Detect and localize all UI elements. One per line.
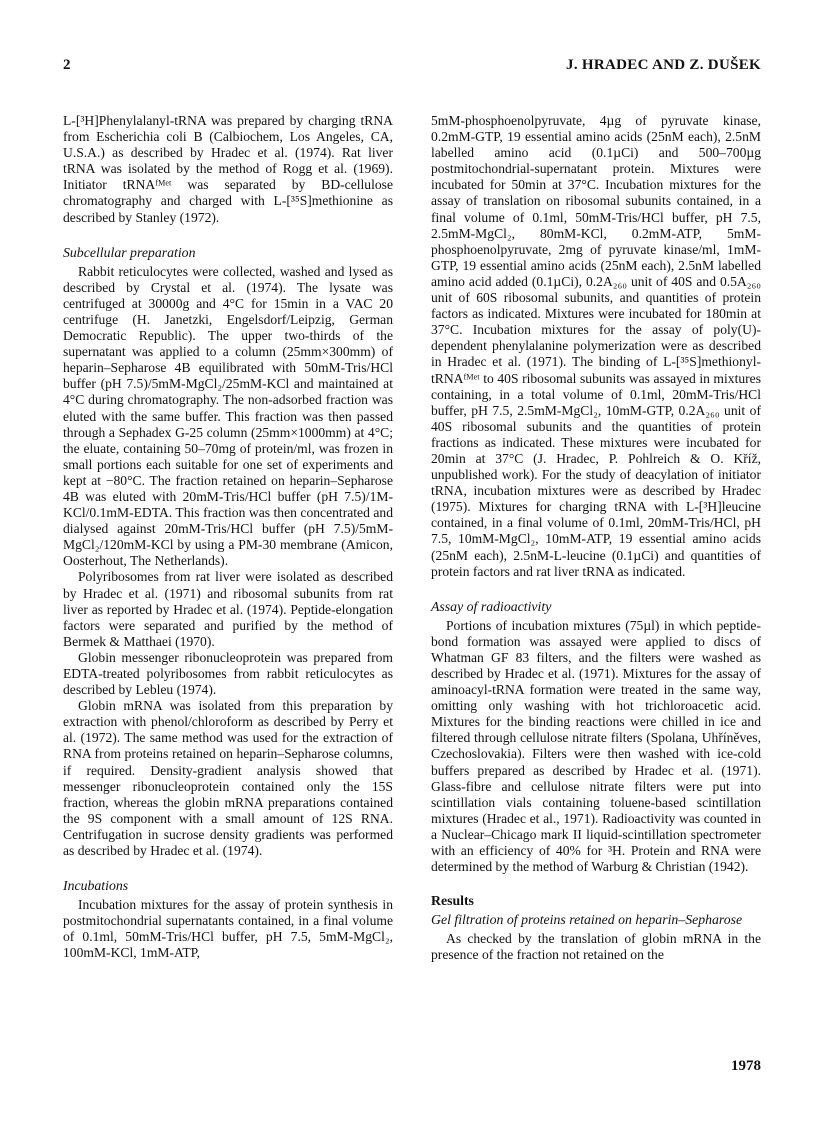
paragraph-continued: 5mM-phosphoenolpyruvate, 4µg of pyruvate kinase, 0.2mM-GTP, 19 essential amino acids (25nM each), 2.5nM labelled amino acid (0.1µCi) and 500–700µg postmitochondrial-supernatant protein. Mixtures were incubated for 50min at 37°C. Incubation mixtures for the assay of translation on ribosomal subunits contained, in a final volume of 0.1ml, 50mM-Tris/HCl buffer, pH 7.5, 2.5mM-MgCl₂, 80mM-KCl, 0.2mM-ATP, 5mM-phosphoenolpyruvate, 2mg of pyruvate kinase/ml, 1mM-GTP, 19 essential amino acids (25nM each), 2.5nM labelled amino acid added (0.1µCi), 0.2A₂₆₀ unit of 40S and 0.5A₂₆₀ unit of 60S ribosomal subunits, and quantities of protein factors as indicated. Mixtures were incubated for 180min at 37°C. Incubation mixtures for the assay of poly(U)-dependent phenylalanine polymerization were as described in Hradec et al. (1971). The binding of L-[³⁵S]methionyl-tRNAᶠᴹᵉᵗ to 40S ribosomal subunits was assayed in mixtures containing, in a total volume of 0.1ml, 20mM-Tris/HCl buffer, pH 7.5, 2.5mM-MgCl₂, 10mM-GTP, 0.2A₂₆₀ unit of 40S ribosomal subunits and the quantities of protein fractions as indicated. These mixtures were incubated for 20min at 37°C (J. Hradec, P. Pohlreich & O. Kříž, unpublished work). For the study of deacylation of initiator tRNA, incubation mixtures were as described by Hradec (1975). Mixtures for charging tRNA with L-[³H]leucine contained, in a final volume of 0.1ml, 20mM-Tris/HCl, pH 7.5, 10mM-MgCl₂, 10mM-ATP, 19 essential amino acids (25nM each), 2.5nM-L-leucine (0.1µCi) and quantities of protein factors and rat liver tRNA as indicated. bbox=[431, 113, 761, 579]
heading-subcellular-preparation: Subcellular preparation bbox=[63, 244, 196, 260]
heading-gel-filtration: Gel filtration of proteins retained on heparin–Sepharose bbox=[431, 912, 743, 928]
paragraph: Polyribosomes from rat liver were isolated as described by Hradec et al. (1971) and ribosomal subunits from rat liver as reported by Hradec et al. (1974). Peptide-elongation factors were separated and purified by the method of Bermek & Matthaei (1970). bbox=[63, 569, 393, 649]
footer-year: 1978 bbox=[731, 1058, 761, 1074]
right-column bbox=[431, 113, 761, 963]
paragraph: Globin mRNA was isolated from this preparation by extraction with phenol/chloroform as described by Perry et al. (1972). The same method was used for the extraction of RNA from proteins retained on heparin–Sepharose columns, if required. Density-gradient analysis showed that messenger ribonucleoprotein contained only the 15S fraction, whereas the globin mRNA preparations contained the 9S component with a small amount of 12S RNA. Centrifugation in sucrose density gradients was performed as described by Hradec et al. (1974). bbox=[63, 698, 393, 859]
paragraph-intro: L-[³H]Phenylalanyl-tRNA was prepared by charging tRNA from Escherichia coli B (Calbiochem, Los Angeles, CA, U.S.A.) as described by Hradec et al. (1974). Rat liver tRNA was isolated by the method of Rogg et al. (1969). Initiator tRNAᶠᴹᵉᵗ was separated by BD-cellulose chromatography and charged with L-[³⁵S]methionine as described by Stanley (1972). bbox=[63, 113, 393, 225]
paragraph: As checked by the translation of globin mRNA in the presence of the fraction not retained on the bbox=[431, 931, 761, 963]
paragraph: Globin messenger ribonucleoprotein was prepared from EDTA-treated polyribosomes from rabbit reticulocytes as described by Lebleu (1974). bbox=[63, 649, 393, 698]
left-column bbox=[63, 113, 393, 962]
heading-assay-of-radioactivity: Assay of radioactivity bbox=[431, 598, 552, 614]
heading-incubations: Incubations bbox=[63, 878, 129, 894]
running-header-authors: J. HRADEC AND Z. DUŠEK bbox=[566, 57, 761, 73]
paragraph: Portions of incubation mixtures (75µl) in which peptide-bond formation was assayed were applied to discs of Whatman GF 83 filters, and the filters were washed as described by Hradec et al. (1971). Mixtures for the assay of aminoacyl-tRNA formation were treated in the same way, omitting only washing with hot trichloroacetic acid. Mixtures for the binding reactions were chilled in ice and filtered through cellulose nitrate filters (Spolana, Uhříněves, Czechoslovakia). Filters were then washed with ice-cold buffers prepared as described by Hradec et al. (1971). Glass-fibre and cellulose nitrate filters were put into scintillation vials containing toluene-based scintillation mixtures (Hradec et al., 1971). Radioactivity was counted in a Nuclear–Chicago mark II liquid-scintillation spectrometer with an efficiency of 40% for ³H. Protein and RNA were determined by the method of Warburg & Christian (1942). bbox=[431, 617, 761, 875]
heading-results: Results bbox=[431, 893, 474, 909]
paragraph: Incubation mixtures for the assay of protein synthesis in postmitochondrial supernatants contained, in a final volume of 0.1ml, 50mM-Tris/HCl buffer, pH 7.5, 5mM-MgCl₂, 100mM-KCl, 1mM-ATP, bbox=[63, 897, 393, 961]
page-number: 2 bbox=[63, 57, 71, 73]
paragraph: Rabbit reticulocytes were collected, washed and lysed as described by Crystal et al. (1974). The lysate was centrifuged at 30000g and 4°C for 15min in a VAC 20 centrifuge (H. Janetzki, Engelsdorf/Leipzig, German Democratic Republic). The upper two-thirds of the supernatant was applied to a column (25mm×300mm) of heparin–Sepharose 4B equilibrated with 50mM-Tris/HCl buffer (pH 7.5)/5mM-MgCl₂/25mM-KCl and maintained at 4°C during chromatography. The non-adsorbed fraction was eluted with the same buffer. This fraction was then passed through a Sephadex G-25 column (25mm×1000mm) at 4°C; the eluate, containing 50–70mg of protein/ml, was frozen in small portions each suitable for one set of experiments and kept at −80°C. The fraction retained on heparin–Sepharose 4B was eluted with 20mM-Tris/HCl buffer (pH 7.5)/1M-KCl/0.1mM-EDTA. This fraction was then concentrated and dialysed against 20mM-Tris/HCl buffer (pH 7.5)/5mM-MgCl₂/120mM-KCl by using a PM-30 membrane (Amicon, Oosterhout, The Netherlands). bbox=[63, 263, 393, 569]
